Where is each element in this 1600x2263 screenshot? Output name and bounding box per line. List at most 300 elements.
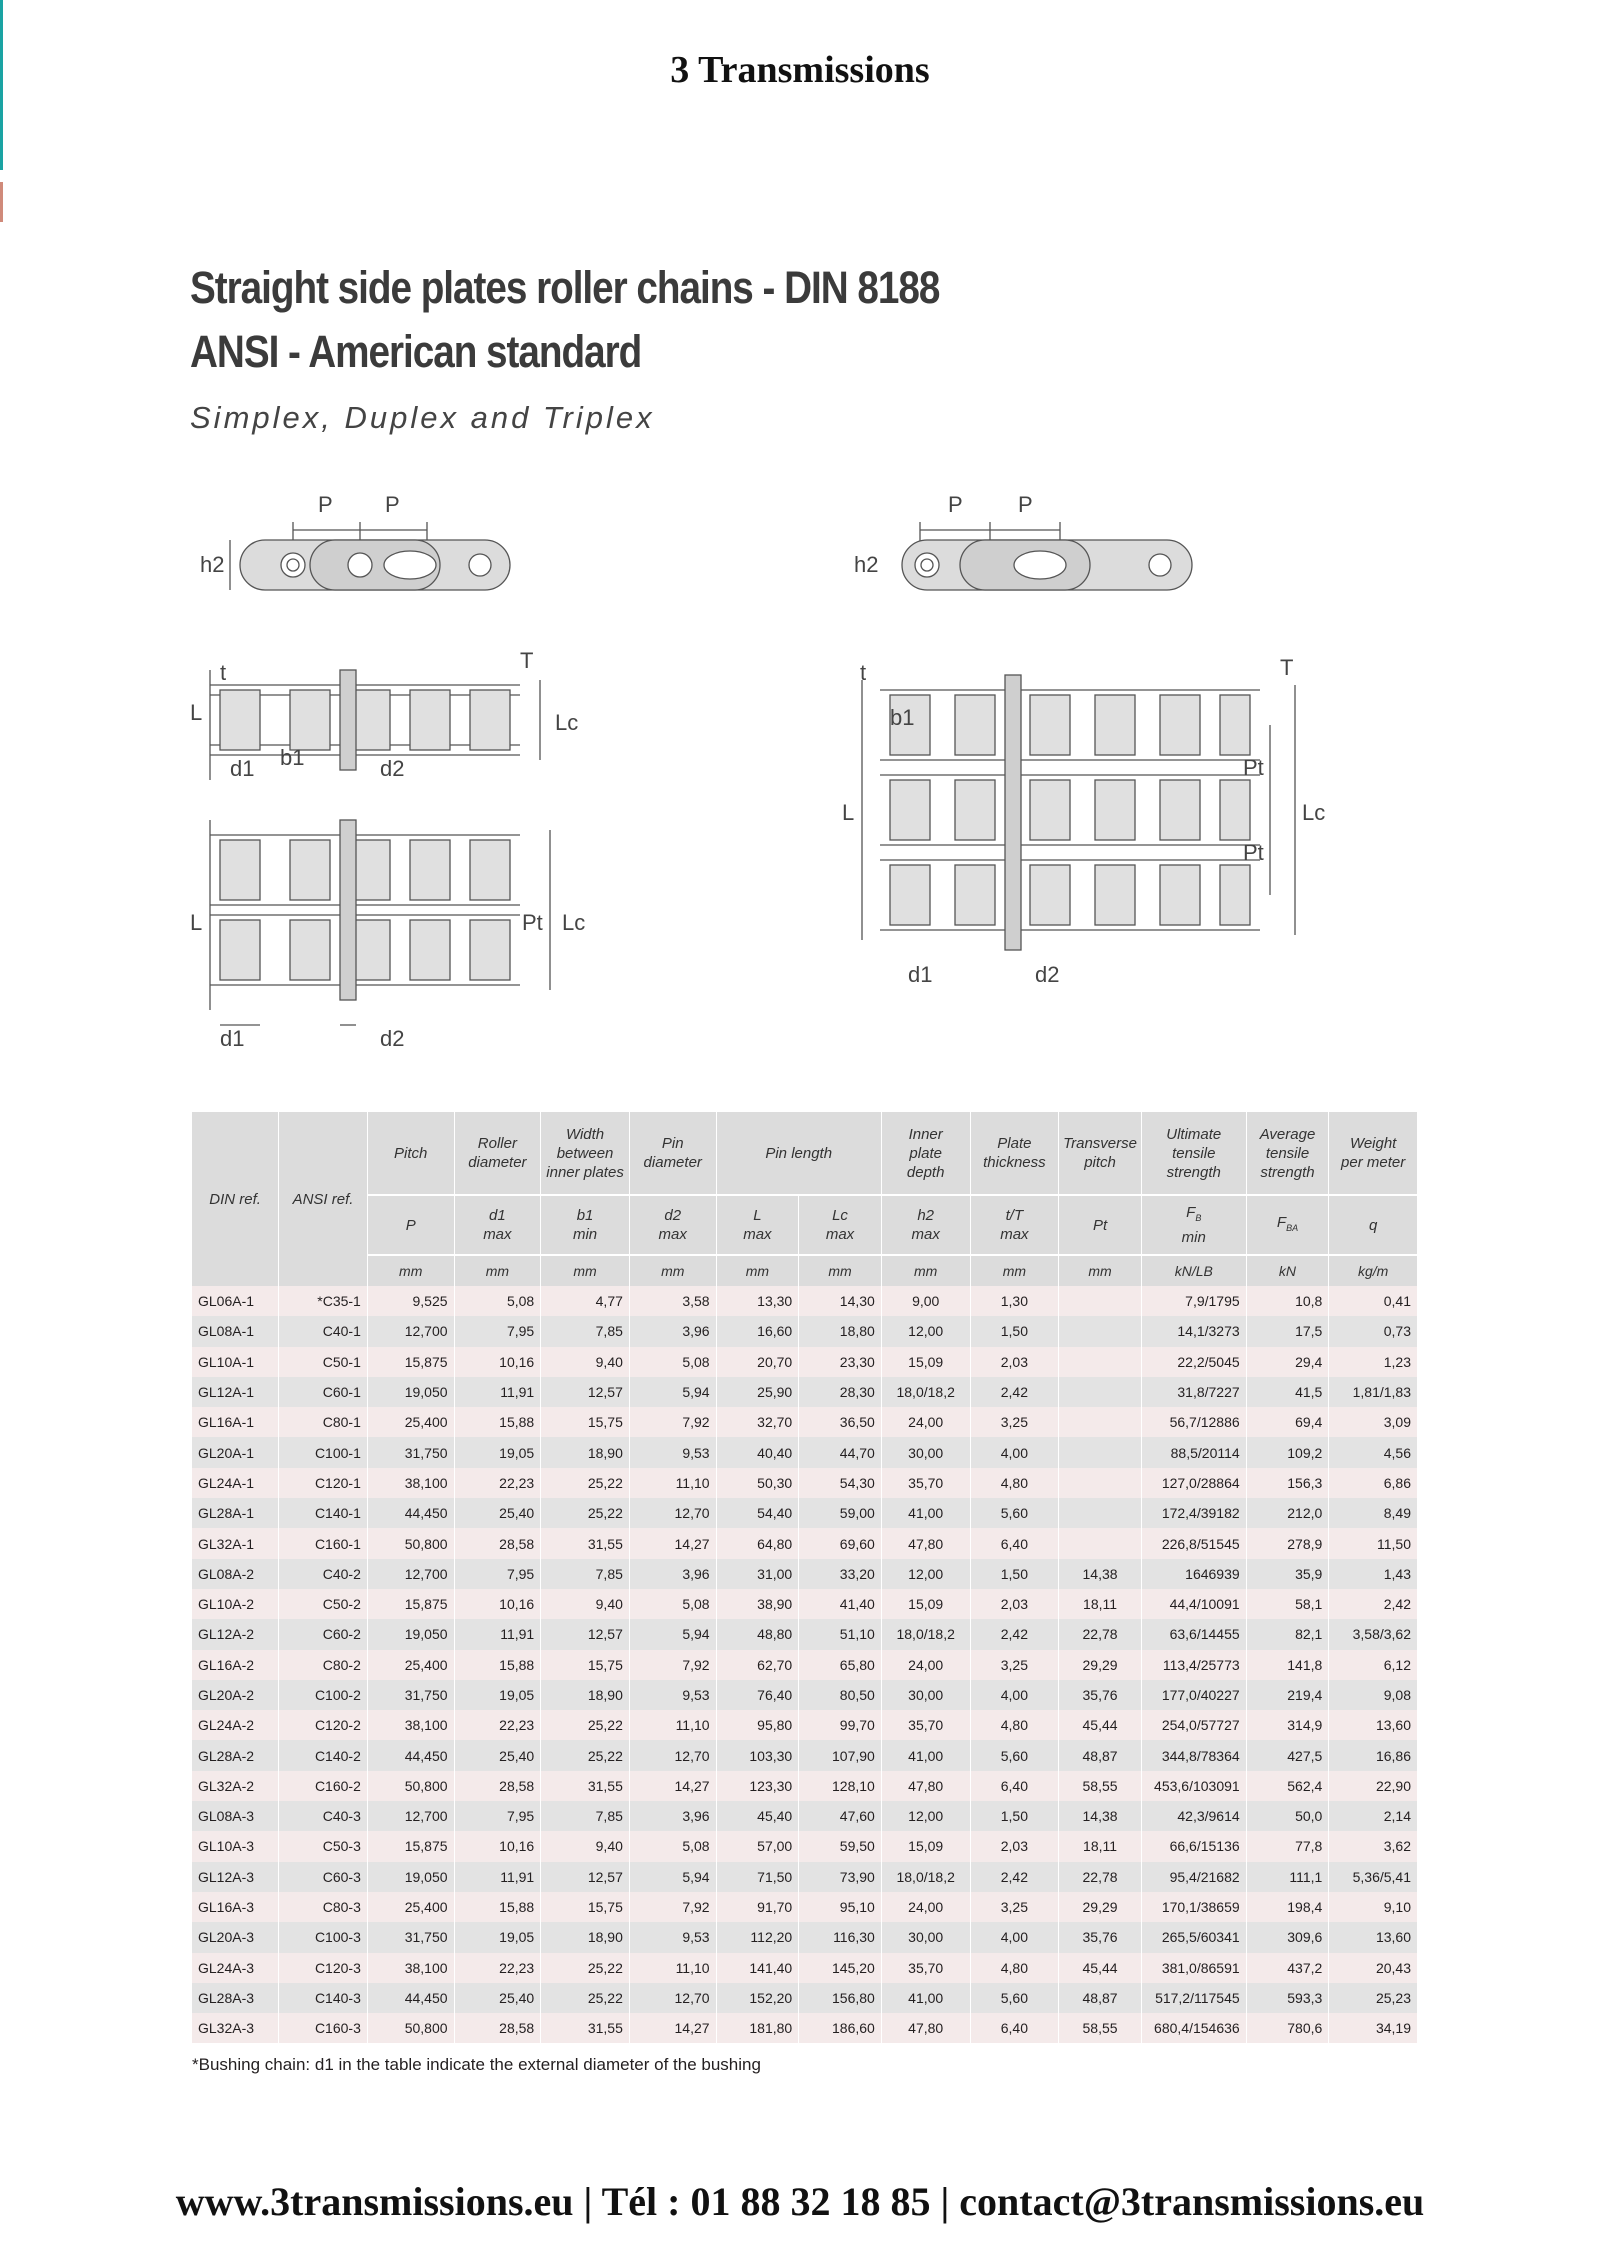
unit-cell: mm bbox=[716, 1255, 799, 1286]
table-cell: 69,60 bbox=[799, 1528, 882, 1558]
table-cell: 10,16 bbox=[454, 1347, 541, 1377]
table-cell: C120-2 bbox=[279, 1710, 368, 1740]
table-cell: 18,90 bbox=[541, 1680, 630, 1710]
table-cell: 35,70 bbox=[881, 1953, 970, 1983]
table-cell: 2,42 bbox=[970, 1862, 1059, 1892]
table-cell: 47,80 bbox=[881, 2013, 970, 2043]
unit-cell: mm bbox=[881, 1255, 970, 1286]
table-cell: 344,8/78364 bbox=[1141, 1740, 1246, 1770]
lc-label: Lc bbox=[1302, 800, 1326, 825]
table-cell: 18,80 bbox=[799, 1316, 882, 1346]
table-cell: 13,60 bbox=[1329, 1710, 1418, 1740]
table-cell: 2,42 bbox=[970, 1377, 1059, 1407]
table-cell: 109,2 bbox=[1246, 1437, 1329, 1467]
table-cell: 2,42 bbox=[1329, 1589, 1418, 1619]
table-cell: 91,70 bbox=[716, 1892, 799, 1922]
table-row bbox=[192, 1286, 1418, 1316]
table-cell: 309,6 bbox=[1246, 1922, 1329, 1952]
table-cell: 15,09 bbox=[881, 1831, 970, 1861]
brand-title: 3 Transmissions bbox=[670, 49, 930, 91]
table-cell: 14,27 bbox=[629, 1771, 716, 1801]
table-cell: 41,5 bbox=[1246, 1377, 1329, 1407]
table-cell: 2,14 bbox=[1329, 1801, 1418, 1831]
pitch-label: P bbox=[318, 492, 333, 517]
table-cell: 35,70 bbox=[881, 1710, 970, 1740]
table-cell: 427,5 bbox=[1246, 1740, 1329, 1770]
table-cell: 44,450 bbox=[367, 1498, 454, 1528]
table-cell: 4,00 bbox=[970, 1922, 1059, 1952]
table-cell bbox=[1059, 1498, 1142, 1528]
table-cell: 22,23 bbox=[454, 1710, 541, 1740]
table-row bbox=[192, 1589, 1418, 1619]
table-cell: 25,22 bbox=[541, 1953, 630, 1983]
table-cell: 12,00 bbox=[881, 1801, 970, 1831]
table-cell: 10,8 bbox=[1246, 1286, 1329, 1316]
table-cell: 25,23 bbox=[1329, 1983, 1418, 2013]
table-cell: 63,6/14455 bbox=[1141, 1619, 1246, 1649]
table-cell: 19,050 bbox=[367, 1377, 454, 1407]
d2-label: d2 bbox=[380, 1026, 405, 1051]
table-cell: 1,23 bbox=[1329, 1347, 1418, 1377]
chain-diagram-right bbox=[840, 490, 1440, 1010]
table-cell: 15,875 bbox=[367, 1347, 454, 1377]
table-cell: 156,3 bbox=[1246, 1468, 1329, 1498]
table-cell: 11,50 bbox=[1329, 1528, 1418, 1558]
pitch-label: P bbox=[385, 492, 400, 517]
table-cell: C50-1 bbox=[279, 1347, 368, 1377]
table-cell: GL28A-2 bbox=[192, 1740, 279, 1770]
table-cell: 20,70 bbox=[716, 1347, 799, 1377]
table-cell: 22,90 bbox=[1329, 1771, 1418, 1801]
table-row bbox=[192, 1801, 1418, 1831]
table-cell: 9,53 bbox=[629, 1922, 716, 1952]
table-cell: 95,10 bbox=[799, 1892, 882, 1922]
table-cell: 35,76 bbox=[1059, 1922, 1142, 1952]
table-cell: 226,8/51545 bbox=[1141, 1528, 1246, 1558]
table-cell: 1,43 bbox=[1329, 1559, 1418, 1589]
table-row bbox=[192, 1528, 1418, 1558]
table-cell: 22,23 bbox=[454, 1953, 541, 1983]
table-cell: 57,00 bbox=[716, 1831, 799, 1861]
table-cell: C120-3 bbox=[279, 1953, 368, 1983]
table-cell: 4,80 bbox=[970, 1710, 1059, 1740]
table-cell: 18,0/18,2 bbox=[881, 1377, 970, 1407]
table-row bbox=[192, 1892, 1418, 1922]
table-cell: 15,875 bbox=[367, 1589, 454, 1619]
pin-length-label: L bbox=[842, 800, 855, 825]
table-row bbox=[192, 1316, 1418, 1346]
sym-tt: t/T max bbox=[970, 1195, 1059, 1255]
table-cell: C100-2 bbox=[279, 1680, 368, 1710]
plate-thickness-outer-label: T bbox=[1280, 655, 1294, 680]
col-ultimate: Ultimate tensile strength bbox=[1141, 1112, 1246, 1195]
table-cell: 35,9 bbox=[1246, 1559, 1329, 1589]
table-cell: 5,08 bbox=[629, 1347, 716, 1377]
table-cell: 517,2/117545 bbox=[1141, 1983, 1246, 2013]
table-cell: 5,60 bbox=[970, 1983, 1059, 2013]
table-cell: 7,92 bbox=[629, 1892, 716, 1922]
col-width: Width between inner plates bbox=[541, 1112, 630, 1195]
table-cell: GL24A-1 bbox=[192, 1468, 279, 1498]
table-cell: 10,16 bbox=[454, 1589, 541, 1619]
unit-cell: mm bbox=[367, 1255, 454, 1286]
pitch-label: P bbox=[948, 492, 963, 517]
table-cell: 18,0/18,2 bbox=[881, 1862, 970, 1892]
table-cell: 66,6/15136 bbox=[1141, 1831, 1246, 1861]
table-cell: 15,875 bbox=[367, 1831, 454, 1861]
table-cell: 41,40 bbox=[799, 1589, 882, 1619]
table-row bbox=[192, 1468, 1418, 1498]
table-cell: 25,40 bbox=[454, 1983, 541, 2013]
table-cell: 7,85 bbox=[541, 1801, 630, 1831]
table-cell: 59,50 bbox=[799, 1831, 882, 1861]
table-cell: 10,16 bbox=[454, 1831, 541, 1861]
table-cell: 22,23 bbox=[454, 1468, 541, 1498]
table-cell: 47,60 bbox=[799, 1801, 882, 1831]
table-cell: 127,0/28864 bbox=[1141, 1468, 1246, 1498]
table-cell: 172,4/39182 bbox=[1141, 1498, 1246, 1528]
table-cell: 76,40 bbox=[716, 1680, 799, 1710]
table-cell: 1646939 bbox=[1141, 1559, 1246, 1589]
pin-length-label: L bbox=[190, 910, 203, 935]
table-cell: 25,400 bbox=[367, 1407, 454, 1437]
b1-label: b1 bbox=[890, 705, 915, 730]
table-cell: 1,50 bbox=[970, 1801, 1059, 1831]
pitch-label: P bbox=[1018, 492, 1033, 517]
table-row bbox=[192, 1710, 1418, 1740]
table-cell: 30,00 bbox=[881, 1922, 970, 1952]
unit-cell: kN bbox=[1246, 1255, 1329, 1286]
table-cell: 65,80 bbox=[799, 1650, 882, 1680]
sym-h2: h2 max bbox=[881, 1195, 970, 1255]
table-cell: 31,55 bbox=[541, 1771, 630, 1801]
table-cell: 116,30 bbox=[799, 1922, 882, 1952]
col-pin-diameter: Pin diameter bbox=[629, 1112, 716, 1195]
sym-fba: $F_{BA}$ bbox=[1246, 1195, 1329, 1255]
table-cell: 6,86 bbox=[1329, 1468, 1418, 1498]
table-cell: 33,20 bbox=[799, 1559, 882, 1589]
table-cell: 141,8 bbox=[1246, 1650, 1329, 1680]
table-cell: 12,70 bbox=[629, 1740, 716, 1770]
table-cell: 62,70 bbox=[716, 1650, 799, 1680]
table-cell: 3,96 bbox=[629, 1316, 716, 1346]
table-cell: 28,58 bbox=[454, 1771, 541, 1801]
pt-label: Pt bbox=[522, 910, 543, 935]
table-cell: GL12A-3 bbox=[192, 1862, 279, 1892]
table-cell: 19,050 bbox=[367, 1619, 454, 1649]
table-cell: 453,6/103091 bbox=[1141, 1771, 1246, 1801]
table-cell: 11,10 bbox=[629, 1468, 716, 1498]
table-cell: 71,50 bbox=[716, 1862, 799, 1892]
table-cell: 44,450 bbox=[367, 1740, 454, 1770]
table-cell: 1,50 bbox=[970, 1316, 1059, 1346]
table-row bbox=[192, 1650, 1418, 1680]
table-cell: 5,94 bbox=[629, 1619, 716, 1649]
table-cell: 15,09 bbox=[881, 1589, 970, 1619]
table-cell: 9,525 bbox=[367, 1286, 454, 1316]
table-cell: 25,22 bbox=[541, 1468, 630, 1498]
table-cell: GL32A-3 bbox=[192, 2013, 279, 2043]
table-cell: 5,08 bbox=[629, 1589, 716, 1619]
table-cell: 9,08 bbox=[1329, 1680, 1418, 1710]
unit-cell: mm bbox=[541, 1255, 630, 1286]
table-cell: 58,55 bbox=[1059, 1771, 1142, 1801]
table-cell: *C35-1 bbox=[279, 1286, 368, 1316]
table-cell: 18,90 bbox=[541, 1437, 630, 1467]
table-cell: 437,2 bbox=[1246, 1953, 1329, 1983]
table-cell: 265,5/60341 bbox=[1141, 1922, 1246, 1952]
table-cell: 95,80 bbox=[716, 1710, 799, 1740]
table-cell: 14,1/3273 bbox=[1141, 1316, 1246, 1346]
table-cell: 3,25 bbox=[970, 1892, 1059, 1922]
plate-thickness-label: t bbox=[860, 660, 867, 685]
table-cell: 69,4 bbox=[1246, 1407, 1329, 1437]
table-cell: 9,10 bbox=[1329, 1892, 1418, 1922]
table-cell: 4,00 bbox=[970, 1437, 1059, 1467]
unit-cell: mm bbox=[454, 1255, 541, 1286]
table-cell: 11,91 bbox=[454, 1619, 541, 1649]
table-cell bbox=[1059, 1377, 1142, 1407]
table-cell: 31,8/7227 bbox=[1141, 1377, 1246, 1407]
table-cell: 11,91 bbox=[454, 1862, 541, 1892]
table-cell: 15,75 bbox=[541, 1892, 630, 1922]
table-cell: 7,9/1795 bbox=[1141, 1286, 1246, 1316]
table-cell: 128,10 bbox=[799, 1771, 882, 1801]
table-cell: 13,60 bbox=[1329, 1922, 1418, 1952]
table-cell: 5,94 bbox=[629, 1862, 716, 1892]
col-pin-length: Pin length bbox=[716, 1112, 881, 1195]
sym-fb: $F_B$ min bbox=[1141, 1195, 1246, 1255]
table-cell: 16,60 bbox=[716, 1316, 799, 1346]
col-weight: Weight per meter bbox=[1329, 1112, 1418, 1195]
table-cell bbox=[1059, 1347, 1142, 1377]
sym-pt: Pt bbox=[1059, 1195, 1142, 1255]
table-cell: 198,4 bbox=[1246, 1892, 1329, 1922]
unit-cell: mm bbox=[1059, 1255, 1142, 1286]
table-cell: 51,10 bbox=[799, 1619, 882, 1649]
table-cell: 9,40 bbox=[541, 1831, 630, 1861]
table-cell: 6,40 bbox=[970, 1771, 1059, 1801]
table-cell: 152,20 bbox=[716, 1983, 799, 2013]
table-cell: 44,4/10091 bbox=[1141, 1589, 1246, 1619]
table-cell: 50,800 bbox=[367, 2013, 454, 2043]
table-cell: 15,75 bbox=[541, 1650, 630, 1680]
table-cell: 111,1 bbox=[1246, 1862, 1329, 1892]
table-row bbox=[192, 1862, 1418, 1892]
table-cell: 381,0/86591 bbox=[1141, 1953, 1246, 1983]
table-cell: 25,22 bbox=[541, 1498, 630, 1528]
specifications-table bbox=[192, 1112, 1418, 2043]
footer-contact: www.3transmissions.eu | Tél : 01 88 32 18 85 | contact@3transmissions.eu bbox=[175, 2179, 1425, 2224]
table-cell: 15,88 bbox=[454, 1650, 541, 1680]
table-cell: 54,30 bbox=[799, 1468, 882, 1498]
table-cell: 32,70 bbox=[716, 1407, 799, 1437]
sym-roller: d1 max bbox=[454, 1195, 541, 1255]
table-cell: 8,49 bbox=[1329, 1498, 1418, 1528]
table-cell: GL10A-3 bbox=[192, 1831, 279, 1861]
table-cell: C160-3 bbox=[279, 2013, 368, 2043]
table-cell: 41,00 bbox=[881, 1498, 970, 1528]
table-cell: 5,94 bbox=[629, 1377, 716, 1407]
page-subtitle: ANSI - American standard bbox=[190, 326, 642, 377]
table-cell: 15,75 bbox=[541, 1407, 630, 1437]
table-cell: 14,38 bbox=[1059, 1801, 1142, 1831]
d1-label: d1 bbox=[220, 1026, 245, 1051]
table-cell: 25,22 bbox=[541, 1983, 630, 2013]
table-cell bbox=[1059, 1468, 1142, 1498]
table-cell: GL12A-1 bbox=[192, 1377, 279, 1407]
table-cell: 3,96 bbox=[629, 1559, 716, 1589]
pin-length-label: L bbox=[190, 700, 203, 725]
table-cell: 2,42 bbox=[970, 1619, 1059, 1649]
edge-mark bbox=[0, 182, 3, 222]
table-cell: 2,03 bbox=[970, 1831, 1059, 1861]
table-cell: 780,6 bbox=[1246, 2013, 1329, 2043]
table-cell: 12,57 bbox=[541, 1862, 630, 1892]
sym-width: b1 min bbox=[541, 1195, 630, 1255]
table-cell: GL20A-2 bbox=[192, 1680, 279, 1710]
table-cell: 3,25 bbox=[970, 1650, 1059, 1680]
table-cell: 11,10 bbox=[629, 1710, 716, 1740]
table-cell: 186,60 bbox=[799, 2013, 882, 2043]
table-cell: C60-2 bbox=[279, 1619, 368, 1649]
table-cell: 16,86 bbox=[1329, 1740, 1418, 1770]
table-cell: 18,11 bbox=[1059, 1831, 1142, 1861]
table-cell: C160-1 bbox=[279, 1528, 368, 1558]
col-pitch: Pitch bbox=[367, 1112, 454, 1195]
table-cell: 12,57 bbox=[541, 1377, 630, 1407]
table-cell: 12,70 bbox=[629, 1983, 716, 2013]
table-cell: GL24A-2 bbox=[192, 1710, 279, 1740]
sym-pin-diameter: d2 max bbox=[629, 1195, 716, 1255]
table-cell: GL12A-2 bbox=[192, 1619, 279, 1649]
table-cell: 50,0 bbox=[1246, 1801, 1329, 1831]
table-cell: 22,78 bbox=[1059, 1862, 1142, 1892]
table-cell: 31,750 bbox=[367, 1922, 454, 1952]
table-cell: 22,2/5045 bbox=[1141, 1347, 1246, 1377]
table-cell: 9,00 bbox=[881, 1286, 970, 1316]
table-cell: GL16A-1 bbox=[192, 1407, 279, 1437]
table-cell: 95,4/21682 bbox=[1141, 1862, 1246, 1892]
table-cell: 25,22 bbox=[541, 1740, 630, 1770]
table-cell: 25,90 bbox=[716, 1377, 799, 1407]
table-cell: 14,27 bbox=[629, 2013, 716, 2043]
table-cell: 31,00 bbox=[716, 1559, 799, 1589]
table-cell bbox=[1059, 1437, 1142, 1467]
table-cell: 58,1 bbox=[1246, 1589, 1329, 1619]
sym-lc: Lc max bbox=[799, 1195, 882, 1255]
table-cell: GL08A-1 bbox=[192, 1316, 279, 1346]
pt-label: Pt bbox=[1243, 755, 1264, 780]
table-cell: GL28A-3 bbox=[192, 1983, 279, 2013]
table-cell: 4,56 bbox=[1329, 1437, 1418, 1467]
table-cell: 170,1/38659 bbox=[1141, 1892, 1246, 1922]
unit-cell: mm bbox=[629, 1255, 716, 1286]
table-cell: 47,80 bbox=[881, 1771, 970, 1801]
table-row bbox=[192, 1437, 1418, 1467]
table-cell: 12,700 bbox=[367, 1316, 454, 1346]
table-cell: 113,4/25773 bbox=[1141, 1650, 1246, 1680]
d1-label: d1 bbox=[908, 962, 933, 987]
table-cell: 48,87 bbox=[1059, 1740, 1142, 1770]
table-cell: 80,50 bbox=[799, 1680, 882, 1710]
table-cell: C120-1 bbox=[279, 1468, 368, 1498]
table-cell: 73,90 bbox=[799, 1862, 882, 1892]
table-cell: 34,19 bbox=[1329, 2013, 1418, 2043]
table-cell: 5,60 bbox=[970, 1740, 1059, 1770]
table-cell: 107,90 bbox=[799, 1740, 882, 1770]
table-cell: GL08A-2 bbox=[192, 1559, 279, 1589]
table-cell: 593,3 bbox=[1246, 1983, 1329, 2013]
table-cell: GL06A-1 bbox=[192, 1286, 279, 1316]
unit-cell: kg/m bbox=[1329, 1255, 1418, 1286]
table-cell: GL32A-2 bbox=[192, 1771, 279, 1801]
table-cell: 19,050 bbox=[367, 1862, 454, 1892]
unit-cell: kN/LB bbox=[1141, 1255, 1246, 1286]
table-cell: 14,30 bbox=[799, 1286, 882, 1316]
table-cell: 31,55 bbox=[541, 1528, 630, 1558]
table-cell: 9,53 bbox=[629, 1437, 716, 1467]
table-cell: 6,40 bbox=[970, 1528, 1059, 1558]
table-cell: 19,05 bbox=[454, 1680, 541, 1710]
table-cell: 7,95 bbox=[454, 1801, 541, 1831]
table-row bbox=[192, 1407, 1418, 1437]
table-cell bbox=[1059, 1316, 1142, 1346]
table-cell: C50-3 bbox=[279, 1831, 368, 1861]
table-cell: 14,38 bbox=[1059, 1559, 1142, 1589]
table-cell: C60-3 bbox=[279, 1862, 368, 1892]
table-cell: GL16A-2 bbox=[192, 1650, 279, 1680]
page-title: Straight side plates roller chains - DIN 8188 bbox=[190, 262, 940, 313]
table-cell: 12,00 bbox=[881, 1316, 970, 1346]
table-cell: 123,30 bbox=[716, 1771, 799, 1801]
table-cell: 254,0/57727 bbox=[1141, 1710, 1246, 1740]
table-cell: 0,73 bbox=[1329, 1316, 1418, 1346]
table-cell: 29,4 bbox=[1246, 1347, 1329, 1377]
table-cell: 24,00 bbox=[881, 1892, 970, 1922]
table-row bbox=[192, 1771, 1418, 1801]
table-cell: GL10A-1 bbox=[192, 1347, 279, 1377]
table-cell: 38,100 bbox=[367, 1468, 454, 1498]
table-cell: 7,95 bbox=[454, 1316, 541, 1346]
table-cell: 14,27 bbox=[629, 1528, 716, 1558]
table-cell: 5,36/5,41 bbox=[1329, 1862, 1418, 1892]
table-cell: 278,9 bbox=[1246, 1528, 1329, 1558]
h2-label: h2 bbox=[854, 552, 879, 577]
table-cell: C60-1 bbox=[279, 1377, 368, 1407]
table-cell: 36,50 bbox=[799, 1407, 882, 1437]
table-cell: 58,55 bbox=[1059, 2013, 1142, 2043]
table-cell: 25,22 bbox=[541, 1710, 630, 1740]
table-cell: 2,03 bbox=[970, 1347, 1059, 1377]
col-roller: Roller diameter bbox=[454, 1112, 541, 1195]
table-cell: 64,80 bbox=[716, 1528, 799, 1558]
table-cell: 44,70 bbox=[799, 1437, 882, 1467]
table-cell: 44,450 bbox=[367, 1983, 454, 2013]
table-cell: GL24A-3 bbox=[192, 1953, 279, 1983]
table-cell: 177,0/40227 bbox=[1141, 1680, 1246, 1710]
table-cell: 28,58 bbox=[454, 2013, 541, 2043]
col-inner-plate: Inner plate depth bbox=[881, 1112, 970, 1195]
table-cell: 45,44 bbox=[1059, 1953, 1142, 1983]
table-cell: 20,43 bbox=[1329, 1953, 1418, 1983]
table-cell: 82,1 bbox=[1246, 1619, 1329, 1649]
table-cell: 24,00 bbox=[881, 1650, 970, 1680]
table-cell: 47,80 bbox=[881, 1528, 970, 1558]
table-cell: 680,4/154636 bbox=[1141, 2013, 1246, 2043]
lc-label: Lc bbox=[562, 910, 586, 935]
table-cell: 50,30 bbox=[716, 1468, 799, 1498]
